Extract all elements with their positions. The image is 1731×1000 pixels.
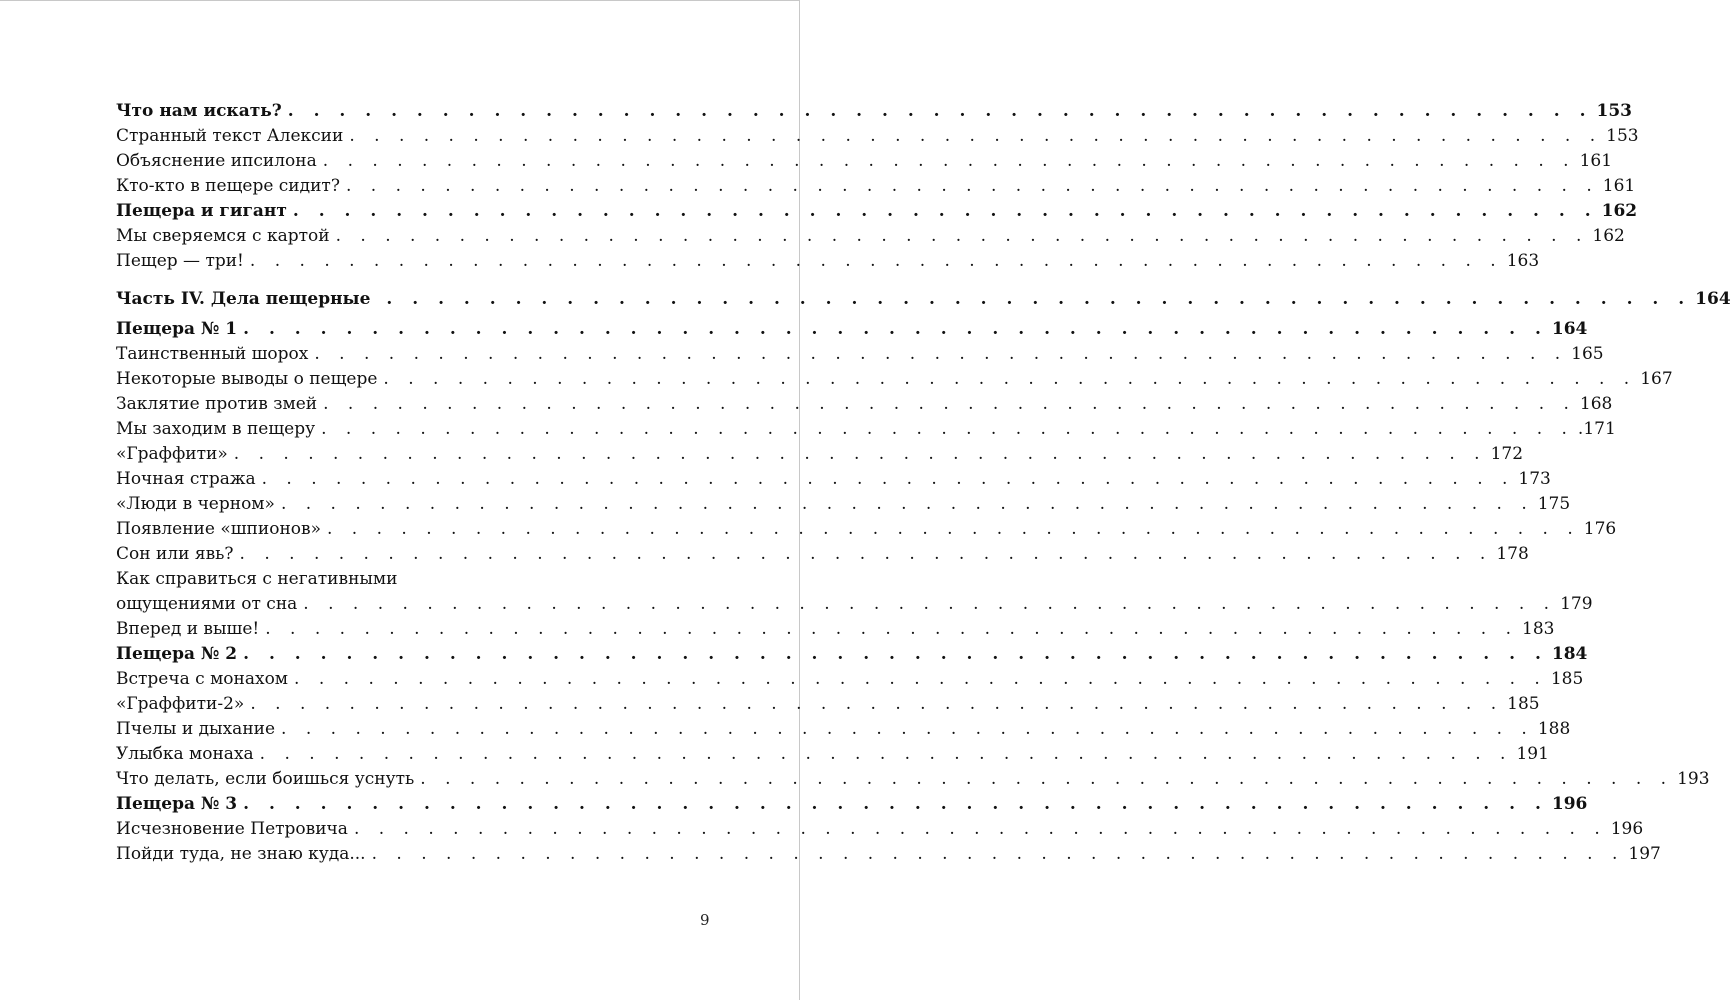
toc-dot-leader: . . . . . . . . . . . . . . . . . . . . . . . . . . . . . . . . . . . . . . . . . . . . . . . . . . . — [243, 644, 1548, 664]
toc-entry-page: 153 — [1596, 101, 1633, 121]
toc-dot-leader: . . . . . . . . . . . . . . . . . . . . . . . . . . . . . . . . . . . . . . . . . . . . . . . . . . . — [292, 201, 1598, 221]
toc-entry — [116, 124, 1639, 149]
toc-dot-leader: . . . . . . . . . . . . . . . . . . . . . . . . . . . . . . . . . . . . . . . . . . . . . . . . . . . — [383, 369, 1637, 389]
toc-entry — [116, 442, 1524, 467]
toc-entry — [116, 392, 1613, 417]
toc-entry-page: 178 — [1496, 544, 1529, 564]
toc-entry-title: Что делать, если боишься уснуть — [116, 769, 415, 789]
toc-section-heading — [116, 99, 1633, 124]
toc-entry — [116, 742, 1549, 767]
toc-entry — [116, 367, 1673, 392]
toc-entry-title: Ночная стража — [116, 469, 256, 489]
toc-entry-title: Пещера № 3 — [116, 794, 238, 814]
toc-dot-leader: . . . . . . . . . . . . . . . . . . . . . . . . . . . . . . . . . . . . . . . . . . . . . . . . . . . — [287, 101, 1593, 121]
toc-dot-leader: . . . . . . . . . . . . . . . . . . . . . . . . . . . . . . . . . . . . . . . . . . . . . . . . . . . — [243, 794, 1548, 814]
toc-entry-page: 163 — [1506, 251, 1540, 271]
toc-entry-title: Вперед и выше! — [116, 619, 260, 639]
toc-entry — [116, 717, 1571, 742]
toc-entry-title: Пещера № 1 — [116, 319, 238, 339]
toc-entry-page: 165 — [1571, 344, 1604, 364]
toc-dot-leader: . . . . . . . . . . . . . . . . . . . . . . . . . . . . . . . . . . . . . . . . . . . . . . . . . . . — [321, 419, 1574, 439]
toc-entry — [116, 224, 1625, 249]
toc-entry-title: Встреча с монахом — [116, 669, 289, 689]
toc-entry — [116, 174, 1636, 199]
toc-entry-page: 162 — [1592, 226, 1625, 246]
toc-dot-leader: . . . . . . . . . . . . . . . . . . . . . . . . . . . . . . . . . . . . . . . . . . . . . . . . . . . — [281, 719, 1534, 739]
toc-entry-title: Некоторые выводы о пещере — [116, 369, 378, 389]
toc-dot-leader: . . . . . . . . . . . . . . . . . . . . . . . . . . . . . . . . . . . . . . . . . . . . . . . . . . . — [233, 444, 1487, 464]
toc-dot-leader: . . . . . . . . . . . . . . . . . . . . . . . . . . . . . . . . . . . . . . . . . . . . . . . . . . . — [335, 226, 1589, 246]
toc-entry-title: «Граффити-2» — [116, 694, 245, 714]
toc-dot-leader: . . . . . . . . . . . . . . . . . . . . . . . . . . . . . . . . . . . . . . . . . . . . . . . . . . . — [239, 544, 1493, 564]
toc-entry-title: Кто-кто в пещере сидит? — [116, 176, 340, 196]
toc-entry — [116, 667, 1584, 692]
toc-entry-page: 161 — [1602, 176, 1636, 196]
toc-entry-page: 196 — [1610, 819, 1644, 839]
toc-entry-page: 162 — [1601, 201, 1638, 221]
toc-entry-page: 168 — [1579, 394, 1613, 414]
toc-section-heading — [116, 199, 1638, 224]
toc-section-heading — [116, 317, 1588, 342]
toc-dot-leader: . . . . . . . . . . . . . . . . . . . . . . . . . . . . . . . . . . . . . . . . . . . . . . . . . . . — [294, 669, 1547, 689]
page-number: 9 — [700, 911, 710, 929]
toc-entry — [116, 542, 1529, 567]
toc-entry-page: 196 — [1551, 794, 1588, 814]
toc-entry-page: 161 — [1579, 151, 1613, 171]
toc-entry-title: Таинственный шорох — [116, 344, 309, 364]
toc-entry-page: 172 — [1490, 444, 1524, 464]
toc-entry-title: Что нам искать? — [116, 101, 282, 121]
toc-entry-page: 179 — [1560, 594, 1593, 614]
toc-entry — [116, 417, 1616, 442]
toc-dot-leader: . . . . . . . . . . . . . . . . . . . . . . . . . . . . . . . . . . . . . . . . . . . . . . . . . . . — [259, 744, 1513, 764]
toc-entry-title: Исчезновение Петровича — [116, 819, 348, 839]
toc-dot-leader: . . . . . . . . . . . . . . . . . . . . . . . . . . . . . . . . . . . . . . . . . . . . . . . . . . . — [261, 469, 1515, 489]
toc-entry-page: 188 — [1537, 719, 1571, 739]
toc-entry — [116, 492, 1571, 517]
toc-dot-leader: . . . . . . . . . . . . . . . . . . . . . . . . . . . . . . . . . . . . . . . . . . . . . . . . . . . — [353, 819, 1607, 839]
toc-entry-title: ощущениями от сна — [116, 594, 298, 614]
toc-section-heading — [116, 792, 1588, 817]
toc-entry-page: .171 — [1577, 419, 1616, 439]
toc-entry — [116, 842, 1661, 867]
toc-section-heading — [116, 642, 1588, 667]
toc-entry-title: «Люди в черном» — [116, 494, 275, 514]
toc-entry-page: 164 — [1551, 319, 1588, 339]
toc-entry-title: Пещера № 2 — [116, 644, 238, 664]
toc-entry — [116, 467, 1551, 492]
toc-part-heading — [116, 287, 1731, 312]
toc-dot-leader: . . . . . . . . . . . . . . . . . . . . . . . . . . . . . . . . . . . . . . . . . . . . . . . . . . . — [420, 769, 1674, 789]
toc-entry-title: «Граффити» — [116, 444, 228, 464]
toc-entry-page: 184 — [1551, 644, 1588, 664]
toc-dot-leader: . . . . . . . . . . . . . . . . . . . . . . . . . . . . . . . . . . . . . . . . . . . . . . . . . . . — [322, 151, 1576, 171]
toc-entry-title: Мы заходим в пещеру — [116, 419, 316, 439]
toc-dot-leader: . . . . . . . . . . . . . . . . . . . . . . . . . . . . . . . . . . . . . . . . . . . . . . . . . . . — [314, 344, 1568, 364]
toc-entry — [116, 767, 1710, 792]
toc-entry-page: 176 — [1583, 519, 1617, 539]
toc-entry-title: Пещер — три! — [116, 251, 244, 271]
toc-entry-title: Сон или явь? — [116, 544, 234, 564]
toc-dot-leader: . . . . . . . . . . . . . . . . . . . . . . . . . . . . . . . . . . . . . . . . . . . . . . . . . . . — [265, 619, 1519, 639]
toc-dot-leader: . . . . . . . . . . . . . . . . . . . . . . . . . . . . . . . . . . . . . . . . . . . . . . . . . . . — [249, 251, 1503, 271]
toc-entry-title: Объяснение ипсилона — [116, 151, 317, 171]
toc-entry — [116, 149, 1613, 174]
toc-entry — [116, 692, 1540, 717]
toc-dot-leader: . . . . . . . . . . . . . . . . . . . . . . . . . . . . . . . . . . . . . . . . . . . . . . . . . . . — [280, 494, 1534, 514]
toc-entry-page: 191 — [1516, 744, 1549, 764]
toc-entry-page: 153 — [1606, 126, 1639, 146]
toc-entry-title: Появление «шпионов» — [116, 519, 321, 539]
toc-dot-leader: . . . . . . . . . . . . . . . . . . . . . . . . . . . . . . . . . . . . . . . . . . . . . . . . . . . — [386, 289, 1692, 309]
toc-dot-leader: . . . . . . . . . . . . . . . . . . . . . . . . . . . . . . . . . . . . . . . . . . . . . . . . . . . — [345, 176, 1599, 196]
toc-entry-page: 175 — [1537, 494, 1571, 514]
toc-dot-leader: . . . . . . . . . . . . . . . . . . . . . . . . . . . . . . . . . . . . . . . . . . . . . . . . . . . — [349, 126, 1603, 146]
toc-entry-page: 167 — [1640, 369, 1673, 389]
toc-entry-title: Странный текст Алексии — [116, 126, 344, 146]
toc-entry — [116, 617, 1555, 642]
page-border-top — [0, 0, 800, 1]
toc-entry — [116, 249, 1540, 274]
toc-entry — [116, 517, 1617, 542]
toc-entry-page: 193 — [1677, 769, 1710, 789]
toc-entry-page: 185 — [1550, 669, 1584, 689]
toc-dot-leader: . . . . . . . . . . . . . . . . . . . . . . . . . . . . . . . . . . . . . . . . . . . . . . . . . . . — [323, 394, 1576, 414]
toc-entry-title: Мы сверяемся с картой — [116, 226, 330, 246]
toc-entry-title: Пойди туда, не знаю куда... — [116, 844, 366, 864]
toc-entry-title: Пчелы и дыхание — [116, 719, 276, 739]
toc-entry-page: 197 — [1628, 844, 1661, 864]
toc-entry-page: 183 — [1522, 619, 1555, 639]
toc-entry — [116, 592, 1593, 617]
toc-entry-page: 164 — [1695, 289, 1731, 309]
toc-entry — [116, 342, 1604, 367]
toc-dot-leader: . . . . . . . . . . . . . . . . . . . . . . . . . . . . . . . . . . . . . . . . . . . . . . . . . . . — [250, 694, 1504, 714]
toc-dot-leader: . . . . . . . . . . . . . . . . . . . . . . . . . . . . . . . . . . . . . . . . . . . . . . . . . . . — [326, 519, 1580, 539]
toc-entry-title: Заклятие против змей — [116, 394, 318, 414]
toc-entry — [116, 817, 1644, 842]
toc-entry-title: Часть IV. Дела пещерные — [116, 289, 371, 309]
toc-entry-page: 185 — [1507, 694, 1540, 714]
toc-dot-leader: . . . . . . . . . . . . . . . . . . . . . . . . . . . . . . . . . . . . . . . . . . . . . . . . . . . — [243, 319, 1548, 339]
toc-entry-page: 173 — [1518, 469, 1551, 489]
toc-entry-title: Как справиться с негативными — [116, 569, 398, 589]
toc-dot-leader: . . . . . . . . . . . . . . . . . . . . . . . . . . . . . . . . . . . . . . . . . . . . . . . . . . . — [303, 594, 1557, 614]
toc-entry-title: Пещера и гигант — [116, 201, 287, 221]
toc-dot-leader: . . . . . . . . . . . . . . . . . . . . . . . . . . . . . . . . . . . . . . . . . . . . . . . . . . . — [371, 844, 1625, 864]
toc-entry — [116, 567, 699, 592]
table-of-contents — [116, 99, 1731, 867]
toc-entry-title: Улыбка монаха — [116, 744, 254, 764]
